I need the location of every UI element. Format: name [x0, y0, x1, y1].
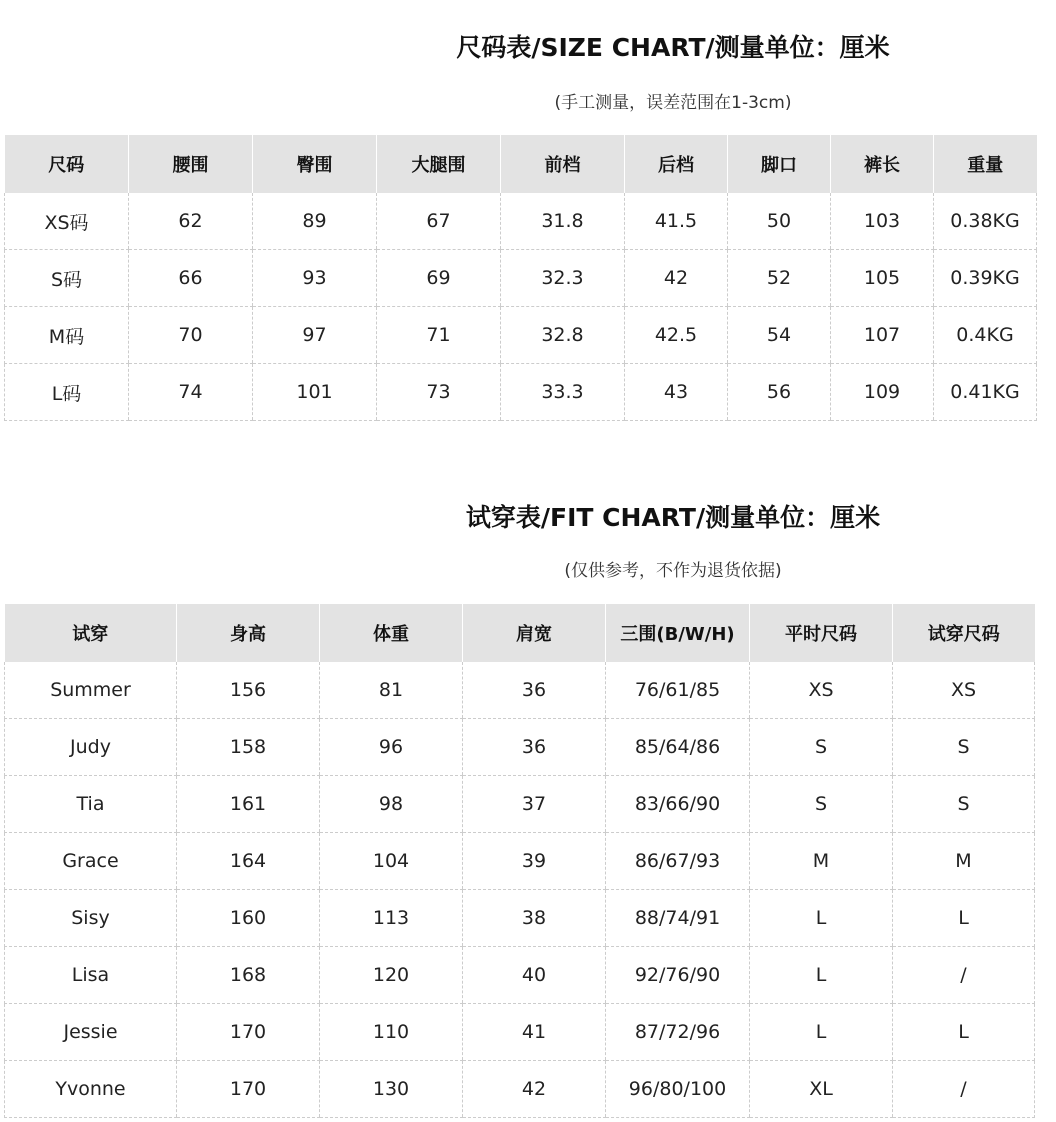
- size-chart-header-cell: 大腿围: [377, 135, 501, 193]
- fit-chart-cell: Summer: [5, 662, 177, 719]
- fit-chart-cell: S: [750, 776, 893, 833]
- size-chart-cell: 69: [377, 250, 501, 307]
- fit-chart-cell: 42: [463, 1061, 606, 1118]
- fit-chart-cell: 87/72/96: [606, 1004, 750, 1061]
- fit-chart-cell: XS: [893, 662, 1035, 719]
- size-chart-cell: 41.5: [625, 193, 728, 250]
- table-row: [5, 193, 1037, 250]
- fit-chart-header-cell: 三围(B/W/H): [606, 604, 750, 662]
- size-chart-cell: 0.41KG: [934, 364, 1037, 421]
- fit-chart-header-cell: 试穿尺码: [893, 604, 1035, 662]
- size-chart-cell: 43: [625, 364, 728, 421]
- fit-chart-cell: 88/74/91: [606, 890, 750, 947]
- fit-chart-cell: Yvonne: [5, 1061, 177, 1118]
- fit-chart-cell: 161: [177, 776, 320, 833]
- fit-chart-cell: /: [893, 1061, 1035, 1118]
- size-chart-cell: 31.8: [501, 193, 625, 250]
- fit-header-row-cells: [5, 604, 1035, 662]
- fit-chart-cell: 38: [463, 890, 606, 947]
- size-chart-cell: 32.8: [501, 307, 625, 364]
- fit-chart-cell: 76/61/85: [606, 662, 750, 719]
- fit-chart-cell: 41: [463, 1004, 606, 1061]
- fit-chart-cell: M: [893, 833, 1035, 890]
- fit-chart-cell: 158: [177, 719, 320, 776]
- fit-chart-cell: L: [750, 947, 893, 1004]
- size-chart-cell: 42.5: [625, 307, 728, 364]
- size-chart-cell: 62: [129, 193, 253, 250]
- fit-chart-table: [4, 604, 1035, 1118]
- size-chart-cell: XS码: [5, 193, 129, 250]
- size-chart-subtitle: (手工测量，误差范围在1-3cm): [554, 93, 792, 113]
- table-row: [5, 719, 1035, 776]
- fit-chart-cell: M: [750, 833, 893, 890]
- fit-chart-cell: 168: [177, 947, 320, 1004]
- table-row: [5, 1004, 1035, 1061]
- fit-chart-cell: L: [893, 1004, 1035, 1061]
- size-chart-cell: 33.3: [501, 364, 625, 421]
- size-chart-table: [4, 135, 1037, 421]
- fit-chart-cell: 130: [320, 1061, 463, 1118]
- size-chart-cell: 89: [253, 193, 377, 250]
- table-row: [5, 1061, 1035, 1118]
- size-chart-cell: 109: [831, 364, 934, 421]
- size-chart-cell: 97: [253, 307, 377, 364]
- size-chart-header-cell: 重量: [934, 135, 1037, 193]
- fit-chart-cell: 170: [177, 1004, 320, 1061]
- fit-chart-cell: 113: [320, 890, 463, 947]
- table-row: [5, 364, 1037, 421]
- fit-chart-cell: 98: [320, 776, 463, 833]
- fit-chart-subtitle: (仅供参考，不作为退货依据): [564, 561, 782, 581]
- size-chart-cell: 67: [377, 193, 501, 250]
- size-chart-cell: 105: [831, 250, 934, 307]
- fit-chart-cell: 40: [463, 947, 606, 1004]
- size-chart-cell: 0.38KG: [934, 193, 1037, 250]
- size-chart-cell: 71: [377, 307, 501, 364]
- table-row: [5, 890, 1035, 947]
- fit-chart-header-row: [5, 604, 1035, 662]
- table-row: [5, 662, 1035, 719]
- fit-chart-cell: 160: [177, 890, 320, 947]
- size-chart-cell: 54: [728, 307, 831, 364]
- fit-chart-cell: XL: [750, 1061, 893, 1118]
- size-chart-header-cell: 腰围: [129, 135, 253, 193]
- fit-chart-cell: /: [893, 947, 1035, 1004]
- size-chart-cell: 50: [728, 193, 831, 250]
- size-chart-cell: 103: [831, 193, 934, 250]
- size-chart-cell: 42: [625, 250, 728, 307]
- fit-chart-cell: Grace: [5, 833, 177, 890]
- fit-chart-cell: 36: [463, 662, 606, 719]
- fit-chart-cell: XS: [750, 662, 893, 719]
- fit-chart-cell: L: [750, 1004, 893, 1061]
- table-row: [5, 833, 1035, 890]
- fit-chart-cell: Judy: [5, 719, 177, 776]
- fit-chart-cell: S: [750, 719, 893, 776]
- fit-chart-cell: 96: [320, 719, 463, 776]
- size-chart-title: 尺码表/SIZE CHART/测量单位：厘米: [456, 33, 890, 62]
- fit-chart-cell: 110: [320, 1004, 463, 1061]
- size-chart-cell: 74: [129, 364, 253, 421]
- fit-chart-cell: 164: [177, 833, 320, 890]
- size-chart-header-cell: 尺码: [5, 135, 129, 193]
- size-chart-cell: 56: [728, 364, 831, 421]
- size-chart-cell: 32.3: [501, 250, 625, 307]
- size-chart-body: [5, 193, 1037, 421]
- size-chart-cell: 93: [253, 250, 377, 307]
- fit-chart-header-cell: 试穿: [5, 604, 177, 662]
- size-chart-cell: 66: [129, 250, 253, 307]
- size-chart-cell: 52: [728, 250, 831, 307]
- size-chart-cell: S码: [5, 250, 129, 307]
- fit-chart-body: [5, 662, 1035, 1118]
- fit-chart-cell: 86/67/93: [606, 833, 750, 890]
- fit-chart-cell: 120: [320, 947, 463, 1004]
- table-row: [5, 776, 1035, 833]
- fit-chart-cell: Lisa: [5, 947, 177, 1004]
- table-row: [5, 307, 1037, 364]
- size-chart-cell: 107: [831, 307, 934, 364]
- fit-chart-cell: L: [893, 890, 1035, 947]
- size-chart-header-row: [5, 135, 1037, 193]
- size-chart-header-cell: 脚口: [728, 135, 831, 193]
- fit-chart-cell: L: [750, 890, 893, 947]
- fit-chart-cell: S: [893, 776, 1035, 833]
- fit-chart-cell: 170: [177, 1061, 320, 1118]
- fit-chart-cell: 104: [320, 833, 463, 890]
- fit-chart-cell: Tia: [5, 776, 177, 833]
- fit-chart-cell: 92/76/90: [606, 947, 750, 1004]
- fit-chart-cell: 81: [320, 662, 463, 719]
- size-chart-cell: 70: [129, 307, 253, 364]
- fit-chart-cell: 37: [463, 776, 606, 833]
- size-chart-cell: 0.4KG: [934, 307, 1037, 364]
- size-chart-cell: 0.39KG: [934, 250, 1037, 307]
- fit-chart-header-cell: 身高: [177, 604, 320, 662]
- fit-chart-cell: Jessie: [5, 1004, 177, 1061]
- fit-chart-cell: 39: [463, 833, 606, 890]
- table-row: [5, 947, 1035, 1004]
- size-chart-cell: 101: [253, 364, 377, 421]
- fit-chart-cell: 83/66/90: [606, 776, 750, 833]
- fit-chart-cell: S: [893, 719, 1035, 776]
- size-chart-cell: 73: [377, 364, 501, 421]
- size-chart-header-cell: 后档: [625, 135, 728, 193]
- size-chart-cell: M码: [5, 307, 129, 364]
- size-header-row-cells: [5, 135, 1037, 193]
- fit-chart-cell: 96/80/100: [606, 1061, 750, 1118]
- fit-chart-title: 试穿表/FIT CHART/测量单位：厘米: [465, 503, 881, 532]
- size-chart-header-cell: 裤长: [831, 135, 934, 193]
- fit-chart-cell: 85/64/86: [606, 719, 750, 776]
- size-chart-cell: L码: [5, 364, 129, 421]
- fit-chart-header-cell: 平时尺码: [750, 604, 893, 662]
- fit-chart-cell: 36: [463, 719, 606, 776]
- fit-chart-header-cell: 体重: [320, 604, 463, 662]
- fit-chart-cell: 156: [177, 662, 320, 719]
- fit-chart-header-cell: 肩宽: [463, 604, 606, 662]
- table-row: [5, 250, 1037, 307]
- size-chart-header-cell: 臀围: [253, 135, 377, 193]
- size-chart-header-cell: 前档: [501, 135, 625, 193]
- fit-chart-cell: Sisy: [5, 890, 177, 947]
